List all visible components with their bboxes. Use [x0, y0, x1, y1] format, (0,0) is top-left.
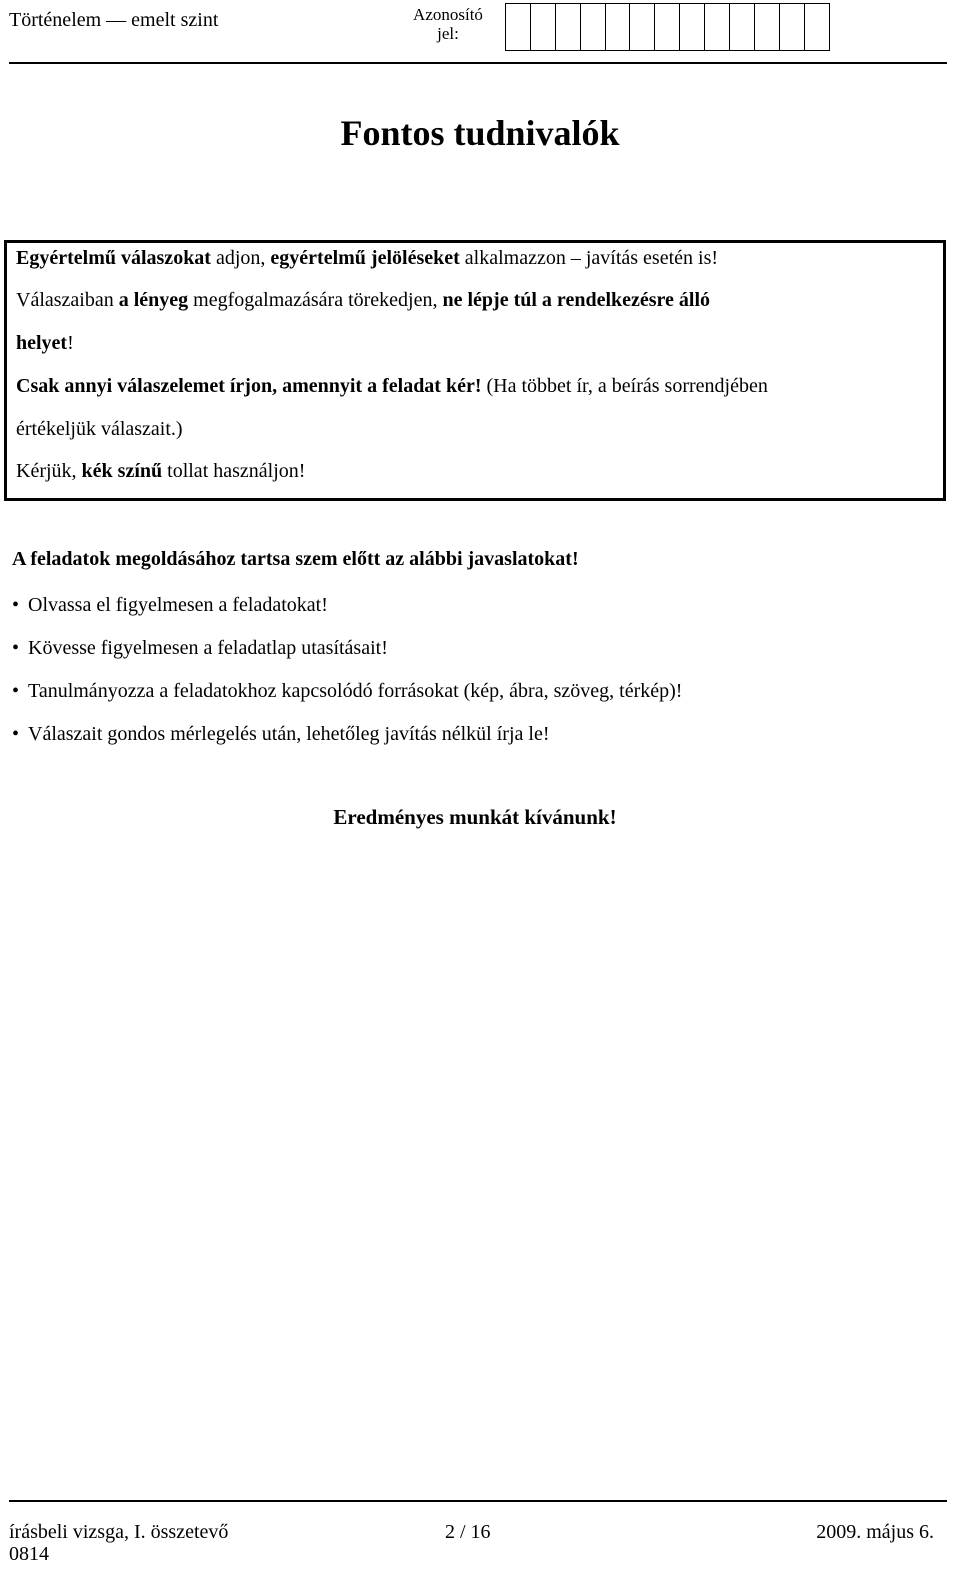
notice-line-2: [16, 289, 710, 312]
notice-text: tollat használjon!: [162, 460, 306, 482]
notice-line-6: [16, 460, 305, 483]
id-box[interactable]: [704, 3, 730, 51]
notice-text: ne lépje túl a rendelkezésre álló: [442, 289, 711, 311]
list-item-text: Tanulmányozza a feladatokhoz kapcsolódó forrásokat (kép, ábra, szöveg, térkép)!: [28, 680, 683, 702]
id-box[interactable]: [530, 3, 556, 51]
notice-box: [4, 240, 946, 501]
id-label: Azonosító jel:: [413, 5, 483, 43]
list-item: [12, 592, 682, 635]
id-box[interactable]: [779, 3, 805, 51]
id-box[interactable]: [729, 3, 755, 51]
notice-text: egyértelmű jelöléseket: [270, 247, 460, 269]
list-item-text: Olvassa el figyelmesen a feladatokat!: [28, 594, 328, 616]
notice-text: kék színű: [81, 460, 163, 482]
advice-heading: A feladatok megoldásához tartsa szem előtt az alábbi javaslatokat!: [12, 548, 579, 570]
notice-line-3: [16, 332, 74, 355]
page-header: [0, 0, 960, 64]
footer-exam-type: írásbeli vizsga, I. összetevő: [9, 1521, 229, 1543]
id-box[interactable]: [580, 3, 606, 51]
id-box[interactable]: [679, 3, 705, 51]
id-box[interactable]: [754, 3, 780, 51]
subject-label: Történelem — emelt szint: [9, 9, 219, 31]
list-item: [12, 678, 682, 721]
id-box[interactable]: [605, 3, 631, 51]
id-box[interactable]: [654, 3, 680, 51]
notice-text: Kérjük,: [16, 460, 82, 482]
bullet-icon: •: [12, 637, 20, 659]
page-title: Fontos tudnivalók: [340, 113, 620, 153]
id-box[interactable]: [629, 3, 655, 51]
notice-text: megfogalmazására törekedjen,: [188, 289, 443, 311]
footer-exam-code: 0814: [9, 1543, 49, 1565]
id-box[interactable]: [505, 3, 531, 51]
list-item: [12, 635, 682, 678]
page-number: 2 / 16: [445, 1521, 491, 1543]
notice-line-5: [16, 418, 183, 441]
notice-text: adjon,: [210, 247, 271, 269]
notice-text: helyet: [16, 332, 68, 354]
header-divider: [9, 62, 947, 64]
id-box[interactable]: [804, 3, 830, 51]
notice-text: !: [67, 332, 74, 354]
footer-exam-info: [9, 1521, 228, 1565]
list-item: [12, 721, 682, 764]
id-box-grid: [505, 3, 829, 51]
notice-text: Egyértelmű válaszokat: [16, 247, 211, 269]
notice-text: értékeljük válaszait.): [16, 418, 183, 440]
footer-divider: [9, 1500, 947, 1502]
notice-text: a lényeg: [118, 289, 189, 311]
bullet-icon: •: [12, 680, 20, 702]
id-box[interactable]: [555, 3, 581, 51]
footer-date: 2009. május 6.: [816, 1521, 934, 1543]
bullet-icon: •: [12, 723, 20, 745]
notice-text: Válaszaiban: [16, 289, 119, 311]
notice-text: Csak annyi válaszelemet írjon, amennyit a feladat kér!: [16, 375, 482, 397]
advice-list: [12, 592, 682, 764]
notice-text: (Ha többet ír, a beírás sorrendjében: [481, 375, 768, 397]
list-item-text: Válaszait gondos mérlegelés után, lehetőleg javítás nélkül írja le!: [28, 723, 550, 745]
notice-text: alkalmazzon – javítás esetén is!: [459, 247, 719, 269]
closing-message: Eredményes munkát kívánunk!: [333, 805, 617, 829]
bullet-icon: •: [12, 594, 20, 616]
list-item-text: Kövesse figyelmesen a feladatlap utasításait!: [28, 637, 388, 659]
notice-line-1: [16, 247, 718, 270]
notice-line-4: [16, 375, 768, 398]
